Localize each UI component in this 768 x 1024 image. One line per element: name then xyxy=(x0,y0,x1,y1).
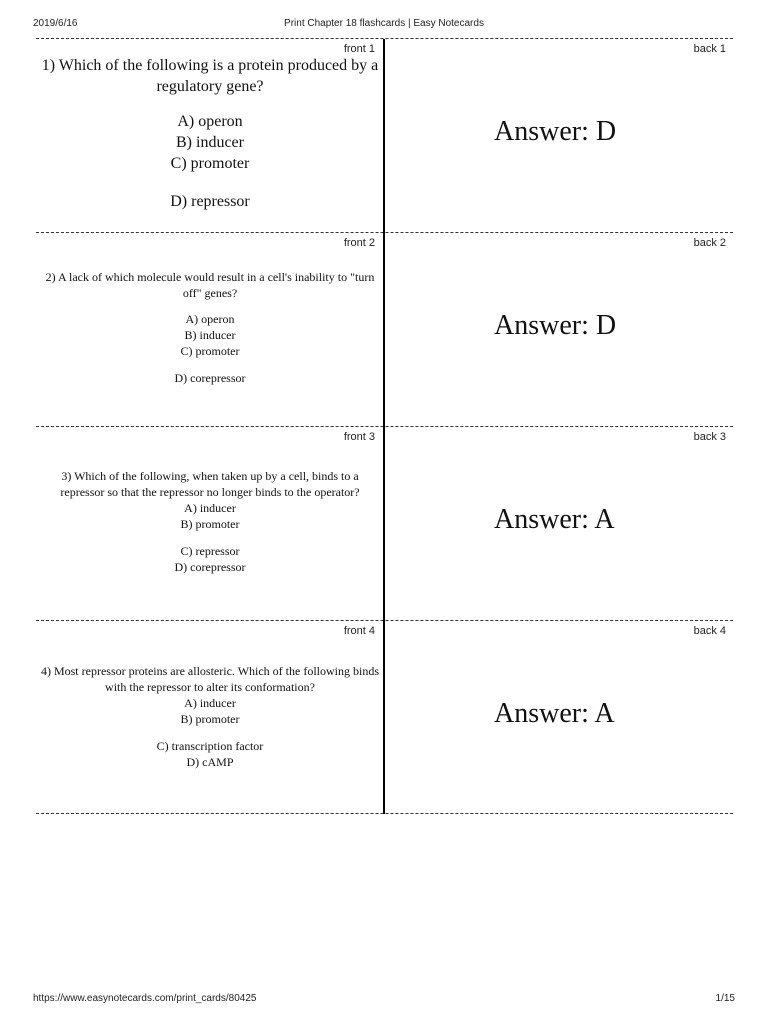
back-label: back 4 xyxy=(693,625,726,637)
print-date: 2019/6/16 xyxy=(33,18,78,29)
front-label: front 2 xyxy=(343,237,375,249)
question-1 xyxy=(40,55,380,212)
option-c: C) transcription factor xyxy=(156,739,264,753)
option-a: A) operon xyxy=(177,113,243,130)
option-a: A) inducer xyxy=(184,501,236,515)
option-d: D) corepressor xyxy=(174,371,246,385)
page-number: 1/15 xyxy=(715,993,735,1004)
option-c: C) promoter xyxy=(170,155,250,172)
option-b: B) inducer xyxy=(184,328,236,342)
option-b: B) inducer xyxy=(176,134,244,151)
front-label: front 4 xyxy=(343,625,375,637)
question-3 xyxy=(40,468,380,575)
front-label: front 3 xyxy=(343,431,375,443)
question-text: 3) Which of the following, when taken up by a cell, binds to a repressor so that the repressor no longer binds to the operator? xyxy=(60,469,360,499)
option-d: D) repressor xyxy=(170,193,250,210)
center-divider xyxy=(383,39,385,814)
back-label: back 3 xyxy=(693,431,726,443)
answer-3: Answer: A xyxy=(494,504,615,535)
question-text: 4) Most repressor proteins are allosteric. Which of the following binds with the repressor to alter its conformation? xyxy=(40,664,380,694)
back-label: back 2 xyxy=(693,237,726,249)
answer-2: Answer: D xyxy=(494,310,617,341)
front-label: front 1 xyxy=(343,43,375,55)
option-c: C) promoter xyxy=(180,344,240,358)
option-b: B) promoter xyxy=(180,712,240,726)
option-d: D) cAMP xyxy=(186,755,234,769)
question-2 xyxy=(40,269,380,386)
page-url: https://www.easynotecards.com/print_cards/80425 xyxy=(33,993,257,1004)
page-title: Print Chapter 18 flashcards | Easy Notecards xyxy=(284,18,484,29)
answer-4: Answer: A xyxy=(494,698,615,729)
option-a: A) operon xyxy=(185,312,235,326)
question-4 xyxy=(40,663,380,770)
back-label: back 1 xyxy=(693,43,726,55)
option-d: D) corepressor xyxy=(174,560,246,574)
option-b: B) promoter xyxy=(180,517,240,531)
question-text: 1) Which of the following is a protein produced by a regulatory gene? xyxy=(41,57,379,95)
option-a: A) inducer xyxy=(184,696,236,710)
answer-1: Answer: D xyxy=(494,116,617,147)
question-text: 2) A lack of which molecule would result in a cell's inability to "turn off" genes? xyxy=(45,270,375,300)
option-c: C) repressor xyxy=(180,544,240,558)
